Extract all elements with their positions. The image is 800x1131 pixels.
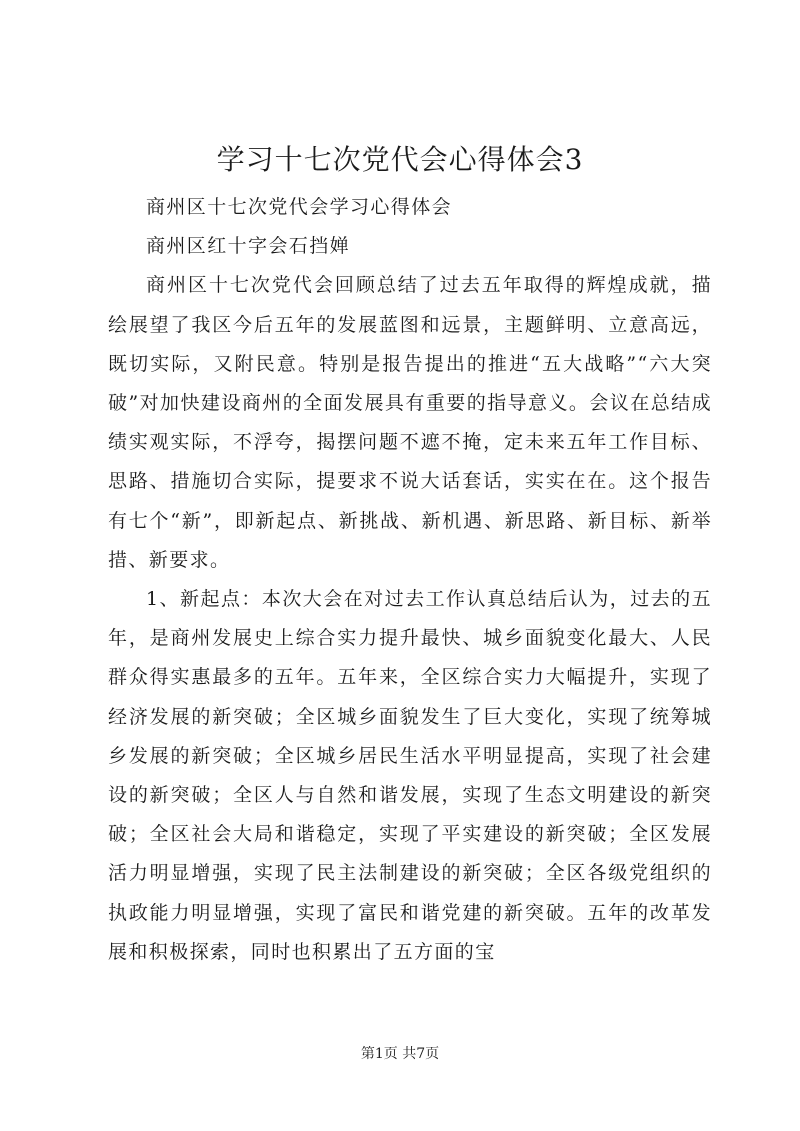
subtitle-paragraph: 商州区十七次党代会学习心得体会 xyxy=(146,196,453,218)
document-title: 学习十七次党代会心得体会3 xyxy=(216,143,584,176)
body-paragraph: 商州区十七次党代会回顾总结了过去五年取得的辉煌成就，描绘展望了我区今后五年的发展蓝图和远景，主题鲜明、立意高远，既切实际，又附民意。特别是报告提出的推进“五大战略”“六大突破”对加快建设商州的全面发展具有重要的指导意义。会议在总结成绩实观实际，不浮夸，揭摆问题不遮不掩，定未来五年工作目标、思路、措施切合实际，提要求不说大话套话，实实在在。这个报告有七个“新”，即新起点、新挑战、新机遇、新思路、新目标、新举措、新要求。 xyxy=(108,274,712,571)
page-footer: 第1页 共7页 xyxy=(360,1046,440,1062)
document-body xyxy=(108,188,712,972)
author-paragraph: 商州区红十字会石挡婵 xyxy=(146,235,351,258)
body-paragraph: 1、新起点：本次大会在对过去工作认真总结后认为，过去的五年，是商州发展史上综合实力提升最快、城乡面貌变化最大、人民群众得实惠最多的五年。五年来，全区综合实力大幅提升，实现了经济发展的新突破；全区城乡面貌发生了巨大变化，实现了统筹城乡发展的新突破；全区城乡居民生活水平明显提高，实现了社会建设的新突破；全区人与自然和谐发展，实现了生态文明建设的新突破；全区社会大局和谐稳定，实现了平实建设的新突破；全区发展活力明显增强，实现了民主法制建设的新突破；全区各级党组织的执政能力明显增强，实现了富民和谐党建的新突破。五年的改革发展和积极探索，同时也积累出了五方面的宝 xyxy=(108,588,712,963)
